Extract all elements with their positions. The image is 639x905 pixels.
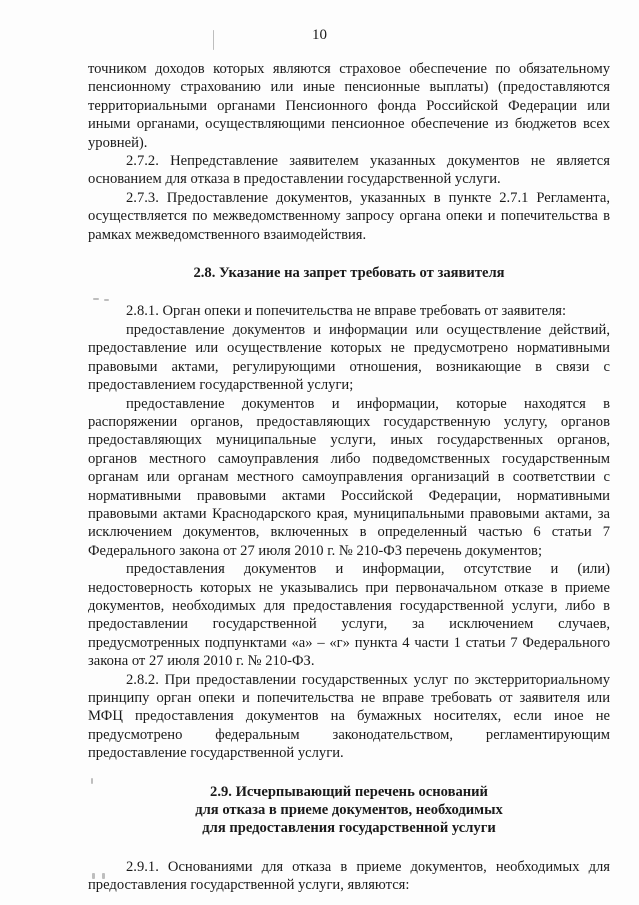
paragraph-2-8-1-item-1: предоставление документов и информации или осуществление действий, предоставление или осуществление которых не предусмотрено нормативными правовыми актами, регулирующими отношения, возникающие в связи с предоставлением государственной услуги; — [88, 321, 610, 394]
paragraph-2-7-2: 2.7.2. Непредставление заявителем указанных документов не является основанием для отказа в предоставлении государственной услуги. — [88, 153, 610, 188]
paragraph-2-8-1-item-2: предоставление документов и информации, которые находятся в распоряжении органов, предоставляющих государственную услугу, органов предоставляющих муниципальные услуги, иных государственных органов, органов местного самоуправления либо подведомственных государственным органам или органам местного самоуправления организаций в соответствии с нормативными правовыми актами Российской Федерации, нормативными правовыми актами Краснодарского края, муниципальными правовыми актами, за исключением документов, включенных в определенный частью 6 статьи 7 Федерального закона от 27 июля 2010 г. № 210-ФЗ перечень документов; — [88, 395, 610, 559]
section-heading-2-9-line-2: для отказа в приеме документов, необходимых — [195, 802, 503, 819]
page-number: 10 — [312, 27, 327, 43]
scan-speck — [213, 30, 214, 50]
paragraph-2-9-1: 2.9.1. Основаниями для отказа в приеме документов, необходимых для предоставления государственной услуги, являются: — [88, 858, 610, 894]
section-heading-2-8: 2.8. Указание на запрет требовать от заявителя — [193, 265, 505, 282]
paragraph-continued: точником доходов которых являются страховое обеспечение по обязательному пенсионному страхованию или иные пенсионные выплаты) (предоставляются территориальными органами Пенсионного фонда Российской Федерации или иными органами, осуществляющими пенсионное обеспечение из бюджетов всех уровней). — [88, 61, 610, 151]
paragraph-2-8-2: 2.8.2. При предоставлении государственных услуг по экстерриториальному принципу орган опеки и попечительства не вправе требовать от заявителя или МФЦ предоставления документов на бумажных носителях, если иное не предусмотрено федеральным законодательством, регламентирующим предоставление государственной услуги. — [88, 671, 610, 762]
document-body — [88, 60, 610, 895]
paragraph-2-8-1: 2.8.1. Орган опеки и попечительства не вправе требовать от заявителя: — [126, 303, 567, 320]
section-heading-2-9 — [88, 783, 610, 838]
paragraph-2-7-3: 2.7.3. Предоставление документов, указанных в пункте 2.7.1 Регламента, осуществляется по межведомственному запросу органа опеки и попечительства в рамках межведомственного взаимодействия. — [88, 189, 610, 243]
section-heading-2-9-line-1: 2.9. Исчерпывающий перечень оснований — [210, 783, 488, 800]
section-heading-2-9-line-3: для предоставления государственной услуги — [202, 820, 496, 837]
paragraph-2-8-1-item-3: предоставления документов и информации, отсутствие и (или) недостоверность которых не указывались при первоначальном отказе в приеме документов, необходимых для предоставления государственной услуги, либо в предоставлении государственной услуги, за исключением случаев, предусмотренных подпунктами «а» – «г» пункта 4 части 1 статьи 7 Федерального закона от 27 июля 2010 г. № 210-ФЗ. — [88, 561, 610, 670]
